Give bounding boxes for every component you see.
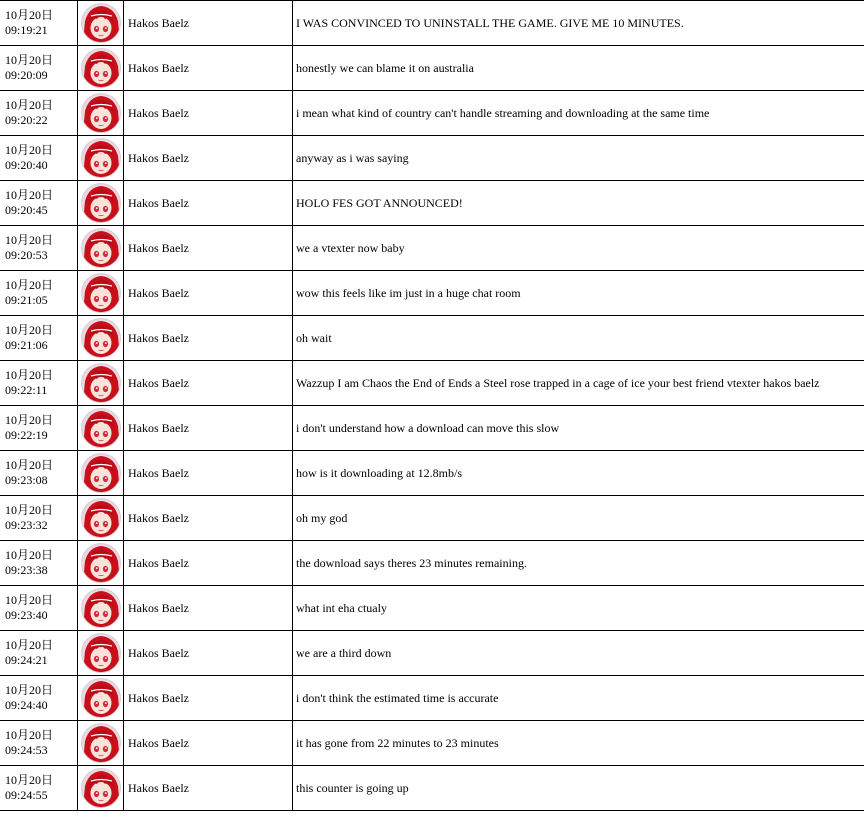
message-time: 09:20:22 bbox=[5, 113, 48, 127]
avatar-cell bbox=[78, 451, 124, 496]
username: Hakos Baelz bbox=[128, 285, 189, 300]
message-time: 09:23:32 bbox=[5, 518, 48, 532]
message-time: 09:20:53 bbox=[5, 248, 48, 262]
message-time: 09:23:40 bbox=[5, 608, 48, 622]
avatar-cell bbox=[78, 316, 124, 361]
message-date: 10月20日 bbox=[5, 53, 54, 67]
chat-row bbox=[0, 361, 864, 406]
chat-row bbox=[0, 496, 864, 541]
message-cell bbox=[293, 721, 864, 766]
hakos-baelz-avatar bbox=[81, 588, 121, 628]
username: Hakos Baelz bbox=[128, 690, 189, 705]
chat-row bbox=[0, 766, 864, 811]
username-cell bbox=[124, 1, 293, 46]
chat-row bbox=[0, 1, 864, 46]
message-date: 10月20日 bbox=[5, 728, 54, 742]
hakos-baelz-avatar bbox=[81, 543, 121, 583]
hakos-baelz-avatar bbox=[81, 453, 121, 493]
timestamp-cell bbox=[0, 721, 78, 766]
message-text: HOLO FES GOT ANNOUNCED! bbox=[296, 195, 463, 210]
avatar-cell bbox=[78, 136, 124, 181]
message-cell bbox=[293, 91, 864, 136]
message-time: 09:20:45 bbox=[5, 203, 48, 217]
username-cell bbox=[124, 631, 293, 676]
chat-row bbox=[0, 271, 864, 316]
message-date: 10月20日 bbox=[5, 593, 54, 607]
message-text: oh wait bbox=[296, 330, 332, 345]
message-date: 10月20日 bbox=[5, 368, 54, 382]
message-text: i mean what kind of country can't handle streaming and downloading at the same time bbox=[296, 105, 710, 120]
username: Hakos Baelz bbox=[128, 375, 189, 390]
message-text: this counter is going up bbox=[296, 780, 409, 795]
message-cell bbox=[293, 361, 864, 406]
chat-row bbox=[0, 226, 864, 271]
message-date: 10月20日 bbox=[5, 188, 54, 202]
timestamp-cell bbox=[0, 181, 78, 226]
timestamp-cell bbox=[0, 406, 78, 451]
hakos-baelz-avatar bbox=[81, 48, 121, 88]
message-time: 09:21:05 bbox=[5, 293, 48, 307]
message-text: honestly we can blame it on australia bbox=[296, 60, 474, 75]
username-cell bbox=[124, 181, 293, 226]
avatar-cell bbox=[78, 721, 124, 766]
chat-row bbox=[0, 541, 864, 586]
hakos-baelz-avatar bbox=[81, 408, 121, 448]
avatar-cell bbox=[78, 226, 124, 271]
username-cell bbox=[124, 721, 293, 766]
hakos-baelz-avatar bbox=[81, 273, 121, 313]
message-time: 09:24:21 bbox=[5, 653, 48, 667]
message-date: 10月20日 bbox=[5, 233, 54, 247]
hakos-baelz-avatar bbox=[81, 183, 121, 223]
message-date: 10月20日 bbox=[5, 413, 54, 427]
username-cell bbox=[124, 316, 293, 361]
timestamp-cell bbox=[0, 541, 78, 586]
timestamp-cell bbox=[0, 766, 78, 811]
hakos-baelz-avatar bbox=[81, 498, 121, 538]
chat-row bbox=[0, 316, 864, 361]
username-cell bbox=[124, 496, 293, 541]
avatar-cell bbox=[78, 271, 124, 316]
chat-log-body bbox=[0, 1, 864, 811]
message-date: 10月20日 bbox=[5, 143, 54, 157]
message-text: the download says theres 23 minutes remaining. bbox=[296, 555, 527, 570]
message-text: i don't think the estimated time is accurate bbox=[296, 690, 499, 705]
message-text: Wazzup I am Chaos the End of Ends a Steel rose trapped in a cage of ice your best friend vtexter hakos baelz bbox=[296, 375, 820, 390]
message-time: 09:20:40 bbox=[5, 158, 48, 172]
timestamp-cell bbox=[0, 496, 78, 541]
avatar-cell bbox=[78, 541, 124, 586]
hakos-baelz-avatar bbox=[81, 138, 121, 178]
username-cell bbox=[124, 766, 293, 811]
timestamp-cell bbox=[0, 361, 78, 406]
chat-row bbox=[0, 181, 864, 226]
message-text: i don't understand how a download can move this slow bbox=[296, 420, 560, 435]
message-cell bbox=[293, 766, 864, 811]
message-date: 10月20日 bbox=[5, 683, 54, 697]
message-time: 09:23:08 bbox=[5, 473, 48, 487]
message-text: we a vtexter now baby bbox=[296, 240, 405, 255]
message-date: 10月20日 bbox=[5, 548, 54, 562]
message-time: 09:20:09 bbox=[5, 68, 48, 82]
message-text: I WAS CONVINCED TO UNINSTALL THE GAME. GIVE ME 10 MINUTES. bbox=[296, 15, 684, 30]
username-cell bbox=[124, 406, 293, 451]
username-cell bbox=[124, 226, 293, 271]
chat-row bbox=[0, 46, 864, 91]
chat-row bbox=[0, 136, 864, 181]
message-text: oh my god bbox=[296, 510, 348, 525]
message-time: 09:19:21 bbox=[5, 23, 48, 37]
username-cell bbox=[124, 451, 293, 496]
avatar-cell bbox=[78, 766, 124, 811]
timestamp-cell bbox=[0, 316, 78, 361]
username: Hakos Baelz bbox=[128, 240, 189, 255]
username: Hakos Baelz bbox=[128, 555, 189, 570]
message-date: 10月20日 bbox=[5, 503, 54, 517]
message-text: what int eha ctualy bbox=[296, 600, 387, 615]
avatar-cell bbox=[78, 91, 124, 136]
message-cell bbox=[293, 226, 864, 271]
message-time: 09:23:38 bbox=[5, 563, 48, 577]
username-cell bbox=[124, 586, 293, 631]
message-text: anyway as i was saying bbox=[296, 150, 409, 165]
message-time: 09:24:40 bbox=[5, 698, 48, 712]
message-cell bbox=[293, 541, 864, 586]
username: Hakos Baelz bbox=[128, 195, 189, 210]
hakos-baelz-avatar bbox=[81, 633, 121, 673]
username-cell bbox=[124, 46, 293, 91]
hakos-baelz-avatar bbox=[81, 678, 121, 718]
message-cell bbox=[293, 496, 864, 541]
message-text: we are a third down bbox=[296, 645, 392, 660]
message-cell bbox=[293, 451, 864, 496]
message-cell bbox=[293, 586, 864, 631]
message-date: 10月20日 bbox=[5, 638, 54, 652]
username: Hakos Baelz bbox=[128, 15, 189, 30]
chat-row bbox=[0, 451, 864, 496]
message-cell bbox=[293, 271, 864, 316]
chat-row bbox=[0, 676, 864, 721]
message-date: 10月20日 bbox=[5, 8, 54, 22]
chat-row bbox=[0, 586, 864, 631]
hakos-baelz-avatar bbox=[81, 93, 121, 133]
message-date: 10月20日 bbox=[5, 773, 54, 787]
username: Hakos Baelz bbox=[128, 600, 189, 615]
hakos-baelz-avatar bbox=[81, 768, 121, 808]
message-time: 09:22:11 bbox=[5, 383, 48, 397]
message-cell bbox=[293, 316, 864, 361]
message-text: how is it downloading at 12.8mb/s bbox=[296, 465, 462, 480]
avatar-cell bbox=[78, 496, 124, 541]
timestamp-cell bbox=[0, 271, 78, 316]
timestamp-cell bbox=[0, 631, 78, 676]
message-time: 09:22:19 bbox=[5, 428, 48, 442]
chat-row bbox=[0, 406, 864, 451]
avatar-cell bbox=[78, 46, 124, 91]
timestamp-cell bbox=[0, 451, 78, 496]
avatar-cell bbox=[78, 361, 124, 406]
hakos-baelz-avatar bbox=[81, 363, 121, 403]
username: Hakos Baelz bbox=[128, 420, 189, 435]
message-text: wow this feels like im just in a huge chat room bbox=[296, 285, 521, 300]
message-time: 09:21:06 bbox=[5, 338, 48, 352]
message-cell bbox=[293, 1, 864, 46]
username: Hakos Baelz bbox=[128, 645, 189, 660]
username: Hakos Baelz bbox=[128, 465, 189, 480]
message-cell bbox=[293, 181, 864, 226]
message-text: it has gone from 22 minutes to 23 minutes bbox=[296, 735, 499, 750]
avatar-cell bbox=[78, 631, 124, 676]
username: Hakos Baelz bbox=[128, 60, 189, 75]
username-cell bbox=[124, 361, 293, 406]
chat-row bbox=[0, 721, 864, 766]
username: Hakos Baelz bbox=[128, 510, 189, 525]
timestamp-cell bbox=[0, 136, 78, 181]
username-cell bbox=[124, 136, 293, 181]
message-date: 10月20日 bbox=[5, 323, 54, 337]
message-cell bbox=[293, 406, 864, 451]
timestamp-cell bbox=[0, 1, 78, 46]
username-cell bbox=[124, 271, 293, 316]
timestamp-cell bbox=[0, 586, 78, 631]
message-cell bbox=[293, 676, 864, 721]
avatar-cell bbox=[78, 181, 124, 226]
message-date: 10月20日 bbox=[5, 458, 54, 472]
chat-row bbox=[0, 631, 864, 676]
username: Hakos Baelz bbox=[128, 735, 189, 750]
username-cell bbox=[124, 676, 293, 721]
timestamp-cell bbox=[0, 91, 78, 136]
message-cell bbox=[293, 136, 864, 181]
message-time: 09:24:53 bbox=[5, 743, 48, 757]
message-date: 10月20日 bbox=[5, 98, 54, 112]
username: Hakos Baelz bbox=[128, 150, 189, 165]
hakos-baelz-avatar bbox=[81, 3, 121, 43]
message-cell bbox=[293, 46, 864, 91]
hakos-baelz-avatar bbox=[81, 318, 121, 358]
avatar-cell bbox=[78, 586, 124, 631]
timestamp-cell bbox=[0, 676, 78, 721]
timestamp-cell bbox=[0, 226, 78, 271]
chat-row bbox=[0, 91, 864, 136]
username: Hakos Baelz bbox=[128, 780, 189, 795]
timestamp-cell bbox=[0, 46, 78, 91]
message-cell bbox=[293, 631, 864, 676]
hakos-baelz-avatar bbox=[81, 228, 121, 268]
avatar-cell bbox=[78, 676, 124, 721]
username: Hakos Baelz bbox=[128, 330, 189, 345]
hakos-baelz-avatar bbox=[81, 723, 121, 763]
avatar-cell bbox=[78, 1, 124, 46]
message-time: 09:24:55 bbox=[5, 788, 48, 802]
username-cell bbox=[124, 91, 293, 136]
message-date: 10月20日 bbox=[5, 278, 54, 292]
avatar-cell bbox=[78, 406, 124, 451]
username: Hakos Baelz bbox=[128, 105, 189, 120]
username-cell bbox=[124, 541, 293, 586]
